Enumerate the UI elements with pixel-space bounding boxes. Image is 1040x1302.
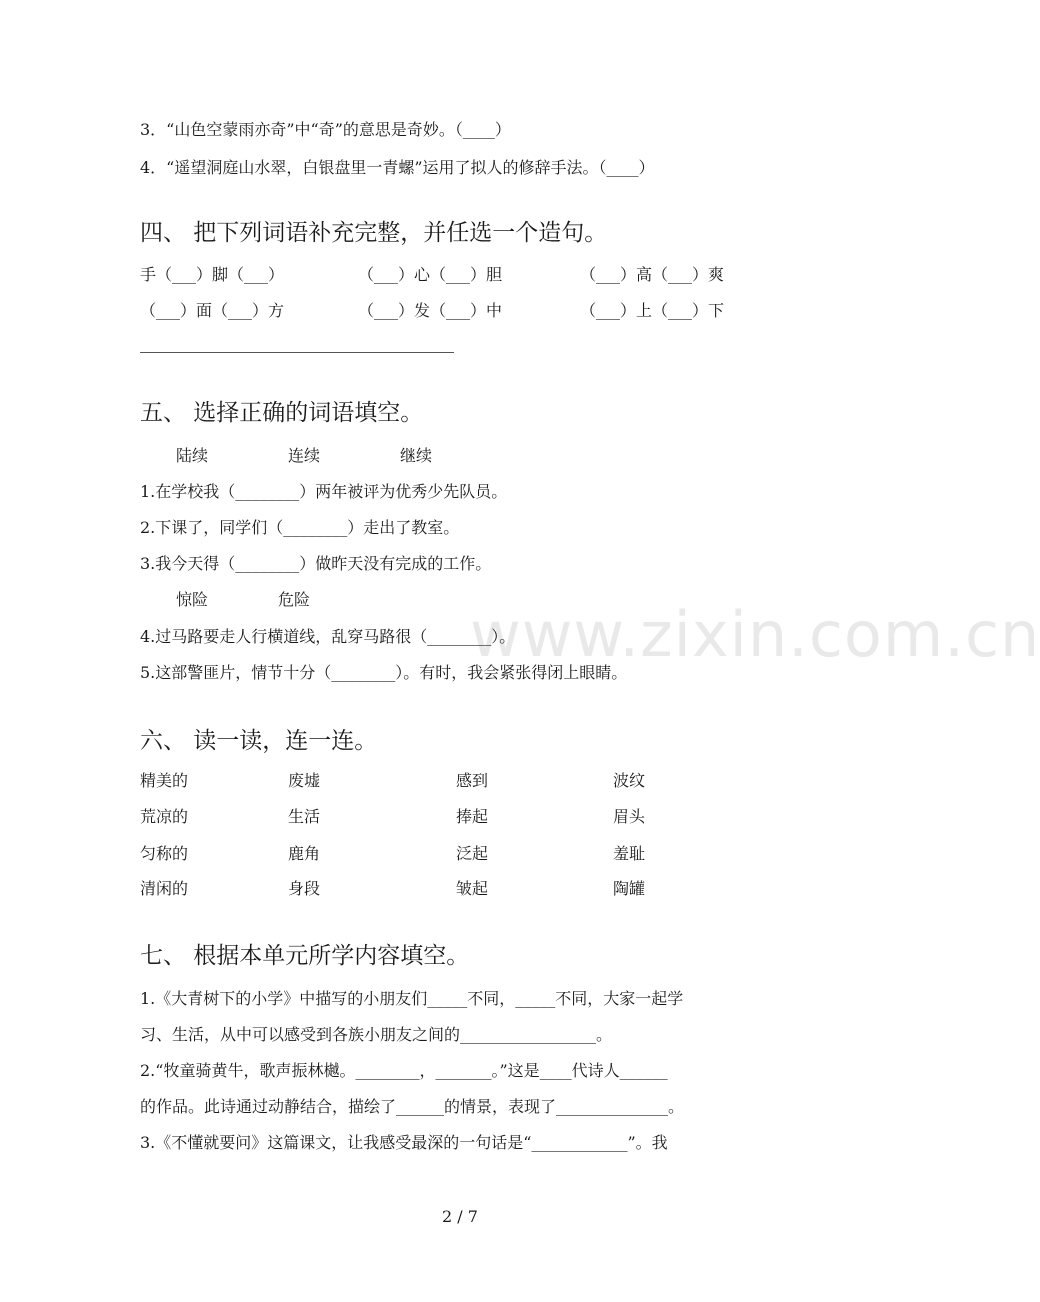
question-3-3: 3．“山色空蒙雨亦奇”中“奇”的意思是奇妙。（____） xyxy=(140,120,511,139)
match-word: 羞耻 xyxy=(613,844,646,863)
match-word: 眉头 xyxy=(613,807,646,826)
fill-item: （___）高（___）爽 xyxy=(580,265,725,284)
question-7-line: 3.《不懂就要问》这篇课文，让我感受最深的一句话是“____________”。我 xyxy=(140,1133,668,1152)
match-word: 废墟 xyxy=(288,771,321,790)
question-3-4: 4．“遥望洞庭山水翠，白银盘里一青螺”运用了拟人的修辞手法。（____） xyxy=(140,158,655,177)
match-word: 捧起 xyxy=(456,807,489,826)
question-7-line: 2.“牧童骑黄牛，歌声振林樾。________，_______。”这是____代诗人______ xyxy=(140,1061,668,1080)
match-word: 清闲的 xyxy=(140,879,189,898)
fill-item: （___）上（___）下 xyxy=(580,301,725,320)
match-word: 陶罐 xyxy=(613,879,646,898)
match-word: 身段 xyxy=(288,879,321,898)
section-7-title: 七、 根据本单元所学内容填空。 xyxy=(140,943,470,969)
match-word: 精美的 xyxy=(140,771,189,790)
word-option: 陆续 xyxy=(176,446,209,465)
question-5-1: 1.在学校我（________）两年被评为优秀少先队员。 xyxy=(140,482,508,501)
question-5-2: 2.下课了，同学们（________）走出了教室。 xyxy=(140,518,460,537)
match-word: 感到 xyxy=(456,771,489,790)
fill-item: （___）发（___）中 xyxy=(358,301,503,320)
word-option: 惊险 xyxy=(176,590,209,609)
fill-item: 手（___）脚（___） xyxy=(140,265,285,284)
fill-item: （___）心（___）胆 xyxy=(358,265,503,284)
question-7-line: 1.《大青树下的小学》中描写的小朋友们_____不同，_____不同，大家一起学 xyxy=(140,989,684,1008)
match-word: 皱起 xyxy=(456,879,489,898)
section-4-title: 四、 把下列词语补充完整，并任选一个造句。 xyxy=(140,220,608,246)
section-6-title: 六、 读一读，连一连。 xyxy=(140,728,378,754)
word-option: 连续 xyxy=(288,446,321,465)
section-5-title: 五、 选择正确的词语填空。 xyxy=(140,400,424,426)
match-word: 鹿角 xyxy=(288,844,321,863)
match-word: 波纹 xyxy=(613,771,646,790)
match-word: 匀称的 xyxy=(140,844,189,863)
fill-item: （___）面（___）方 xyxy=(140,301,285,320)
question-5-3: 3.我今天得（________）做昨天没有完成的工作。 xyxy=(140,554,492,573)
question-7-line: 习、生活，从中可以感受到各族小朋友之间的_________________。 xyxy=(140,1025,613,1044)
match-word: 荒凉的 xyxy=(140,807,189,826)
watermark: www.zixin.com.cn xyxy=(470,598,1040,671)
match-word: 生活 xyxy=(288,807,321,826)
word-option: 危险 xyxy=(278,590,311,609)
question-5-4: 4.过马路要走人行横道线，乱穿马路很（________）。 xyxy=(140,627,516,646)
page-number: 2 / 7 xyxy=(442,1207,478,1226)
question-5-5: 5.这部警匪片，情节十分（________）。有时，我会紧张得闭上眼睛。 xyxy=(140,663,628,682)
question-7-line: 的作品。此诗通过动静结合，描绘了______的情景，表现了______________。 xyxy=(140,1097,685,1116)
word-option: 继续 xyxy=(400,446,433,465)
answer-line xyxy=(140,352,454,353)
match-word: 泛起 xyxy=(456,844,489,863)
